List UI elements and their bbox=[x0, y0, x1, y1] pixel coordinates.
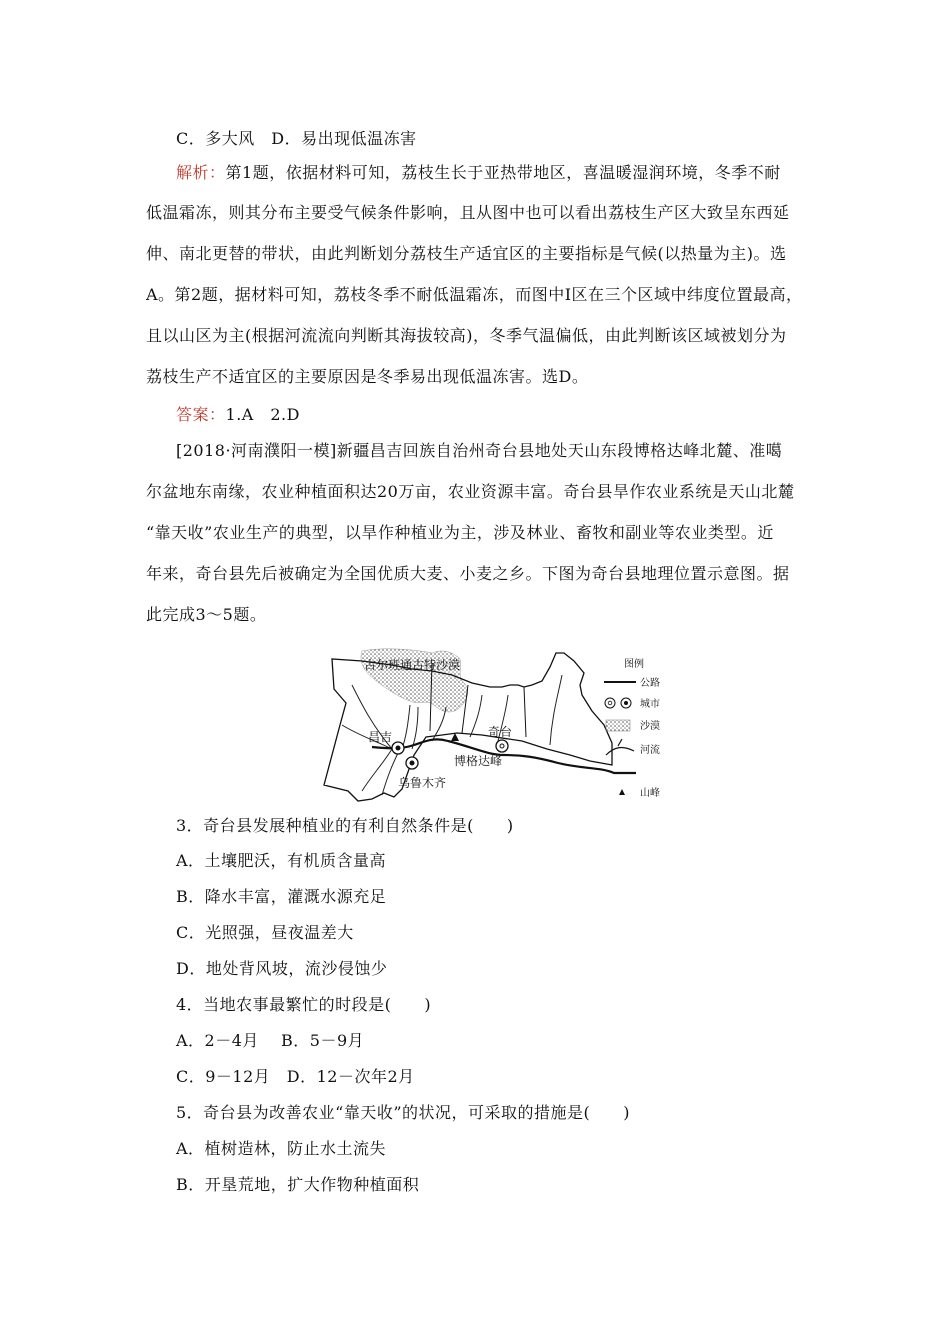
q4-options-ab: A．2－4月 B．5－9月 bbox=[176, 1031, 365, 1050]
qitai-location-map bbox=[322, 645, 670, 808]
material-line-4: 年来，奇台县先后被确定为全国优质大麦、小麦之乡。下图为奇台县地理位置示意图。据 bbox=[146, 564, 790, 583]
answer-text: 1.A 2.D bbox=[225, 405, 300, 424]
changji-label: 昌吉 bbox=[368, 730, 393, 744]
q3-option-b: B．降水丰富，灌溉水源充足 bbox=[176, 887, 387, 906]
q5-option-b: B．开垦荒地，扩大作物种植面积 bbox=[176, 1175, 420, 1194]
legend-title: 图例 bbox=[624, 659, 644, 670]
region-boundary bbox=[324, 653, 612, 801]
map-svg bbox=[322, 645, 670, 808]
legend-river-label: 河流 bbox=[640, 745, 660, 756]
analysis-line-2: 低温霜冻，则其分布主要受气候条件影响，且从图中也可以看出荔枝生产区大致呈东西延 bbox=[146, 203, 790, 222]
material-line-5: 此完成3～5题。 bbox=[146, 605, 267, 624]
analysis-line-4: A。第2题，据材料可知，荔枝冬季不耐低温霜冻，而图中Ⅰ区在三个区域中纬度位置最高， bbox=[146, 285, 803, 304]
q3-option-a: A．土壤肥沃，有机质含量高 bbox=[176, 851, 387, 870]
legend-city-label: 城市 bbox=[640, 699, 660, 710]
analysis-line-3: 伸、南北更替的带状，由此判断划分荔枝生产适宜区的主要指标是气候(以热量为主)。选 bbox=[146, 244, 787, 263]
q5-option-a: A．植树造林，防止水土流失 bbox=[176, 1139, 387, 1158]
analysis-label: 解析： bbox=[176, 163, 226, 182]
material-line-3: “靠天收”农业生产的典型，以旱作种植业为主，涉及林业、畜牧和副业等农业类型。近 bbox=[146, 523, 774, 542]
qitai-label: 奇台 bbox=[488, 725, 513, 739]
analysis-line-5: 且以山区为主(根据河流流向判断其海拔较高)，冬季气温偏低，由此判断该区域被划分为 bbox=[146, 326, 787, 345]
analysis-text-1: 第1题，依据材料可知，荔枝生长于亚热带地区，喜温暖湿润环境，冬季不耐 bbox=[225, 163, 781, 182]
analysis-line-1 bbox=[176, 163, 781, 183]
material-line-1: [2018·河南濮阳一模]新疆昌吉回族自治州奇台县地处天山东段博格达峰北麓、准噶 bbox=[176, 441, 783, 460]
legend-road-label: 公路 bbox=[640, 678, 660, 689]
q4-options-cd: C．9－12月 D．12－次年2月 bbox=[176, 1067, 415, 1086]
city-urumqi-marker bbox=[406, 757, 418, 769]
legend-peak-label: 山峰 bbox=[640, 788, 660, 799]
answer-label: 答案： bbox=[176, 405, 226, 424]
q5-stem: 5．奇台县为改善农业“靠天收”的状况，可采取的措施是( ) bbox=[176, 1103, 631, 1122]
prev-question-option-line: C．多大风 D．易出现低温冻害 bbox=[176, 129, 417, 148]
legend-city-symbol bbox=[605, 698, 631, 708]
answer-line bbox=[176, 405, 300, 425]
map-legend bbox=[604, 657, 660, 799]
legend-peak-symbol bbox=[619, 789, 625, 795]
city-changji-marker bbox=[392, 742, 404, 754]
q4-stem: 4．当地农事最繁忙的时段是( ) bbox=[176, 995, 432, 1014]
legend-river-symbol bbox=[606, 739, 634, 755]
q3-stem: 3．奇台县发展种植业的有利自然条件是( ) bbox=[176, 816, 514, 835]
q3-option-d: D．地处背风坡，流沙侵蚀少 bbox=[176, 959, 388, 978]
city-qitai-marker bbox=[496, 740, 508, 752]
desert-label: 古尔班通古特沙漠 bbox=[364, 658, 461, 672]
q3-option-c: C．光照强，昼夜温差大 bbox=[176, 923, 354, 942]
peak-label: 博格达峰 bbox=[454, 754, 503, 768]
legend-desert-label: 沙漠 bbox=[640, 721, 660, 732]
urumqi-label: 乌鲁木齐 bbox=[398, 776, 447, 790]
material-line-2: 尔盆地东南缘，农业种植面积达20万亩，农业资源丰富。奇台县旱作农业系统是天山北麓 bbox=[146, 482, 795, 501]
analysis-line-6: 荔枝生产不适宜区的主要原因是冬季易出现低温冻害。选D。 bbox=[146, 367, 589, 386]
legend-desert-symbol bbox=[606, 720, 630, 731]
